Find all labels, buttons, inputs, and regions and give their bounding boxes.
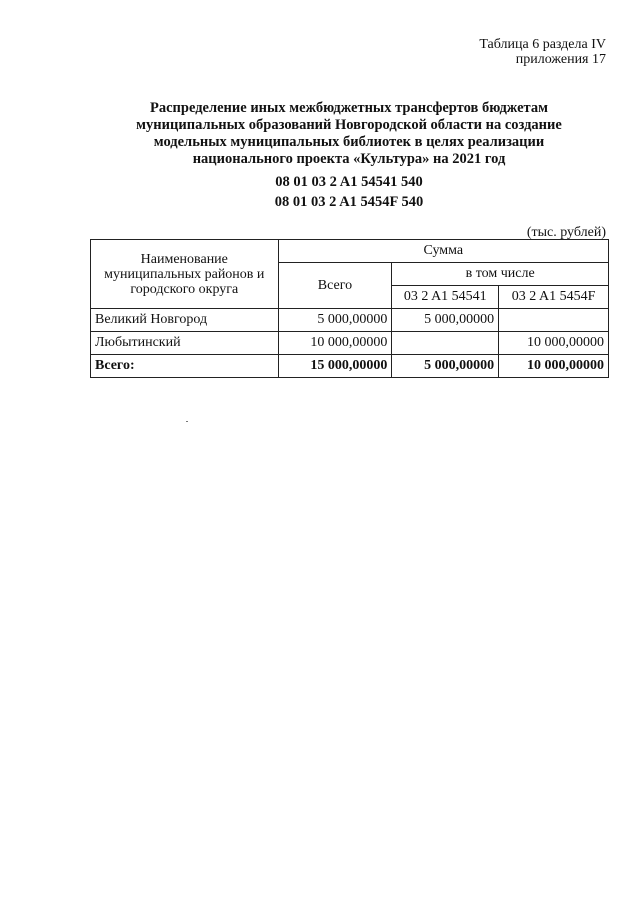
title-line: национального проекта «Культура» на 2021 год [192, 151, 506, 167]
page-reference [479, 37, 606, 67]
header-including: в том числе [392, 263, 609, 286]
total-code2: 10 000,00000 [499, 355, 609, 378]
row-name: Любытинский [91, 332, 279, 355]
row-name: Великий Новгород [91, 309, 279, 332]
budget-code: 08 01 03 2 A1 54541 540 [275, 174, 423, 190]
row-code2 [499, 309, 609, 332]
header-name: Наименование муниципальных районов и городского округа [91, 240, 279, 309]
units-label: (тыс. рублей) [526, 225, 606, 240]
row-code1 [392, 332, 499, 355]
title-line: Распределение иных межбюджетных трансфертов бюджетам [150, 100, 548, 116]
appendix-reference: приложения 17 [515, 52, 606, 67]
document-title [88, 100, 610, 212]
row-code1: 5 000,00000 [392, 309, 499, 332]
table-row [91, 309, 609, 332]
total-name: Всего: [91, 355, 279, 378]
header-code-1: 03 2 A1 54541 [392, 286, 499, 309]
budget-code: 08 01 03 2 A1 5454F 540 [274, 194, 424, 210]
title-line: модельных муниципальных библиотек в целях реализации [153, 134, 545, 150]
row-total: 5 000,00000 [278, 309, 392, 332]
header-code-2: 03 2 A1 5454F [499, 286, 609, 309]
table-row [91, 332, 609, 355]
header-total: Всего [278, 263, 392, 309]
table-header-row [91, 240, 609, 263]
table-total-row [91, 355, 609, 378]
table-reference: Таблица 6 раздела IV [479, 37, 606, 52]
total-code1: 5 000,00000 [392, 355, 499, 378]
row-total: 10 000,00000 [278, 332, 392, 355]
scan-speck [186, 421, 188, 422]
row-code2: 10 000,00000 [499, 332, 609, 355]
total-total: 15 000,00000 [278, 355, 392, 378]
header-sum: Сумма [278, 240, 608, 263]
title-line: муниципальных образований Новгородской области на создание [136, 117, 562, 133]
budget-table [90, 239, 609, 378]
